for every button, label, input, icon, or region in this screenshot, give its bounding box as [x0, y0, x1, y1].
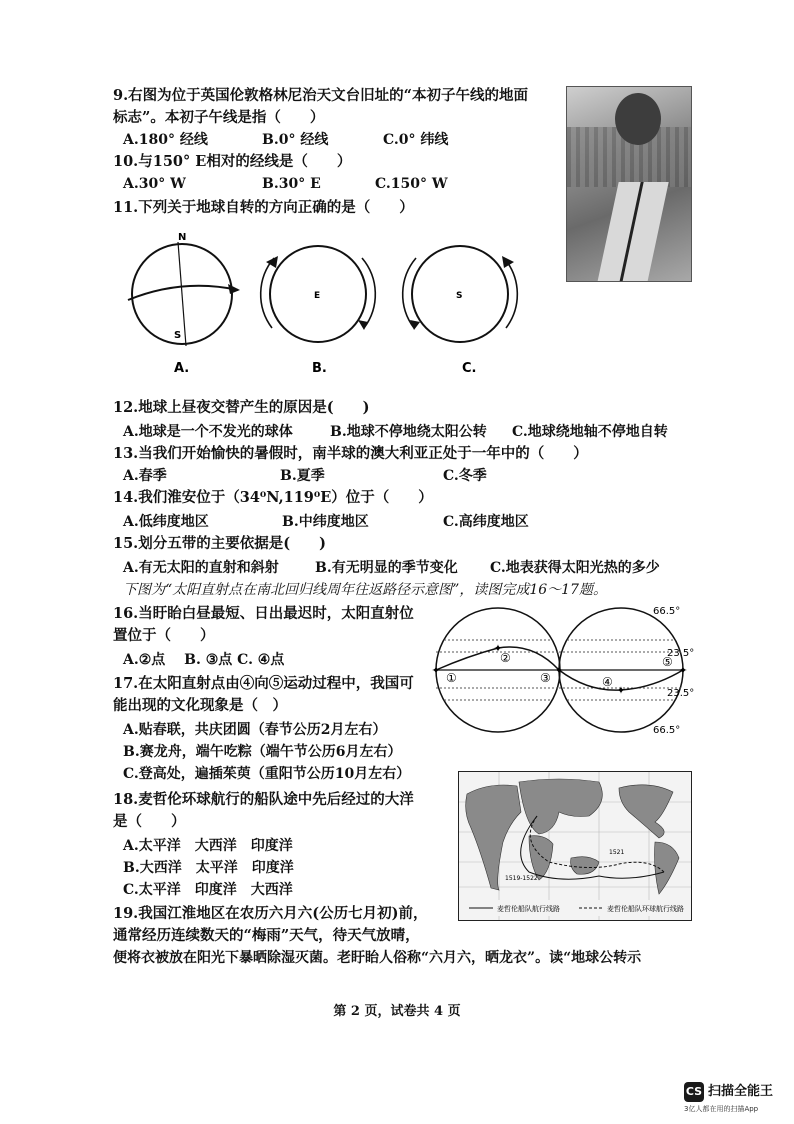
q15-option-a: A.有无太阳的直射和斜射	[123, 560, 279, 576]
lat-label-66n: 66.5°	[653, 606, 681, 617]
point-4-label: ④	[602, 675, 613, 689]
point-3-label: ③	[540, 671, 551, 685]
q16-stem-line2: 置位于（ ）	[113, 627, 215, 644]
fig-c-center-label: S	[456, 291, 463, 301]
q13-option-c: C.冬季	[443, 468, 487, 484]
fig-c-label: C.	[462, 361, 477, 376]
svg-text:✦: ✦	[493, 642, 503, 655]
map-legend-b: 麦哲伦船队环球航行线路	[607, 905, 684, 913]
q19-stem-line1: 19.我国江淮地区在农历六月六(公历七月初)前，	[113, 905, 428, 922]
q19-stem-line2: 通常经历连续数天的“梅雨”天气，待天气放晴，	[113, 927, 420, 944]
map-year-label-a: 1519-1522	[505, 875, 538, 882]
q18-stem-line1: 18.麦哲伦环球航行的船队途中先后经过的大洋	[113, 791, 414, 808]
fig-a-south-label: S	[174, 330, 182, 341]
svg-text:✦: ✦	[678, 664, 688, 677]
map-year-label-b: 1521	[609, 849, 625, 856]
q10-option-b: B.30° E	[262, 176, 321, 192]
q12-stem: 12.地球上昼夜交替产生的原因是( )	[113, 399, 370, 416]
q9-option-b: B.0° 经线	[262, 132, 329, 148]
q10-option-c: C.150° W	[375, 176, 448, 192]
q9-stem-line2: 标志”。本初子午线是指（ ）	[113, 109, 325, 126]
q17-option-a: A.贴春联，共庆团圆（春节公历2月左右）	[123, 722, 387, 738]
q12-option-a: A.地球是一个不发光的球体	[123, 424, 293, 440]
magellan-route-map	[458, 771, 692, 921]
q14-stem: 14.我们淮安位于（34⁰N,119⁰E）位于（ ）	[113, 489, 433, 506]
rotation-figures	[118, 228, 568, 378]
q11-stem: 11.下列关于地球自转的方向正确的是（ ）	[113, 199, 414, 216]
greenwich-meridian-photo	[566, 86, 692, 282]
q13-option-a: A.春季	[123, 468, 167, 484]
fig-a-label: A.	[174, 361, 190, 376]
point-1-label: ①	[446, 671, 457, 685]
rotation-figure-b	[261, 246, 376, 376]
lat-label-66s: 66.5°	[653, 725, 681, 736]
fig-a-north-label: N	[178, 232, 187, 243]
point-2-label: ②	[500, 651, 511, 665]
rotation-figure-c	[403, 246, 518, 376]
q9-option-a: A.180° 经线	[123, 132, 208, 148]
rotation-figure-a	[128, 232, 240, 376]
q17-stem-line2: 能出现的文化现象是（ ）	[113, 697, 287, 714]
lat-label-23n: 23.5°	[667, 648, 695, 659]
lat-label-23s: 23.5°	[667, 688, 695, 699]
q13-stem: 13.当我们开始愉快的暑假时，南半球的澳大利亚正处于一年中的（ ）	[113, 445, 588, 462]
svg-text:✦: ✦	[616, 684, 626, 697]
svg-text:✦: ✦	[554, 664, 564, 677]
q17-stem-line1: 17.在太阳直射点由④向⑤运动过程中，我国可	[113, 675, 414, 692]
q9-stem-line1: 9.右图为位于英国伦敦格林尼治天文台旧址的“本初子午线的地面	[113, 87, 528, 104]
q17-option-c: C.登高处，遍插茱萸（重阳节公历10月左右）	[123, 766, 411, 782]
fig-b-label: B.	[312, 361, 327, 376]
q16-17-intro: 下图为“太阳直射点在南北回归线周年往返路径示意图”，读图完成16～17题。	[123, 582, 607, 598]
q12-option-c: C.地球绕地轴不停地自转	[512, 424, 668, 440]
page-footer: 第 2 页，试卷共 4 页	[333, 1004, 461, 1019]
q18-option-b: B.大西洋 太平洋 印度洋	[123, 860, 294, 876]
q15-stem: 15.划分五带的主要依据是( )	[113, 535, 326, 552]
q14-option-b: B.中纬度地区	[282, 514, 369, 530]
q15-option-c: C.地表获得太阳光热的多少	[490, 560, 660, 576]
q16-options: A.②点 B. ③点 C. ④点	[123, 652, 285, 668]
q12-option-b: B.地球不停地绕太阳公转	[330, 424, 487, 440]
q17-option-b: B.赛龙舟，端午吃粽（端午节公历6月左右）	[123, 744, 402, 760]
q18-stem-line2: 是（ ）	[113, 813, 186, 830]
q14-option-a: A.低纬度地区	[123, 514, 209, 530]
sun-direct-point-diagram	[428, 600, 698, 742]
q9-option-c: C.0° 纬线	[383, 132, 449, 148]
q13-option-b: B.夏季	[280, 468, 325, 484]
fig-b-center-label: E	[314, 291, 321, 301]
svg-text:✦: ✦	[431, 664, 441, 677]
map-legend-a: 麦哲伦船队航行线路	[497, 905, 560, 913]
q14-option-c: C.高纬度地区	[443, 514, 529, 530]
q15-option-b: B.有无明显的季节变化	[315, 560, 458, 576]
scanner-tagline: 3亿人都在用的扫描App	[684, 1105, 759, 1113]
q18-option-a: A.太平洋 大西洋 印度洋	[123, 838, 293, 854]
q19-stem-line3: 便将衣被放在阳光下暴晒除湿灭菌。老盱眙人俗称“六月六，晒龙衣”。读“地球公转示	[113, 950, 642, 966]
q10-option-a: A.30° W	[123, 176, 186, 192]
q10-stem: 10.与150° E相对的经线是（ ）	[113, 153, 352, 170]
scanner-app-name: 扫描全能王	[708, 1084, 774, 1099]
point-5-label: ⑤	[662, 655, 673, 669]
q18-option-c: C.太平洋 印度洋 大西洋	[123, 882, 293, 898]
scanner-watermark	[684, 1080, 794, 1120]
scanner-logo-icon: CS	[684, 1082, 704, 1102]
q16-stem-line1: 16.当盱眙白昼最短、日出最迟时，太阳直射位	[113, 605, 414, 622]
